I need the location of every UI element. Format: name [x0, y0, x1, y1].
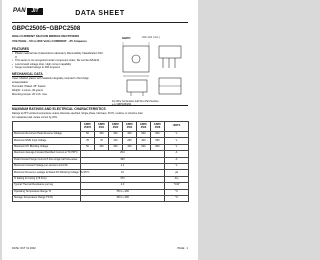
unit-cell: V [165, 144, 189, 150]
footer-page: PAGE . 1 [177, 247, 188, 250]
value-cell: -55 to +150 [81, 189, 165, 195]
value-cell: 420 [137, 138, 151, 144]
unit-cell: °C/W [165, 183, 189, 189]
value-cell: 200 [109, 144, 123, 150]
param-cell: Operating Temperature Range TJ [13, 189, 81, 195]
feature-item: • This series is UL recognized under component index, file number E54214 [12, 59, 104, 63]
value-cell: 140 [109, 138, 123, 144]
value-cell: 25.0 [81, 151, 165, 157]
param-cell: Maximum Forward Voltage per element at 12.5A [13, 163, 81, 169]
value-cell: 400 [123, 132, 137, 138]
mechanical-item: Weight: 1 ounce, 30 grams [12, 89, 43, 92]
table-header-row [13, 122, 189, 132]
part-number: GBPC25005~GBPC2508 [12, 26, 81, 32]
part-subtitle: HIGH CURRENT SILICON BRIDGE RECTIFIERS [12, 34, 80, 38]
feature-item: • Low forward voltage drop, High current capability [12, 63, 104, 67]
mechanical-heading: MECHANICAL DATA [12, 72, 43, 76]
value-cell: 200 [109, 132, 123, 138]
param-cell: Maximum Reverse Leakage at Rated DC Blocking Voltage TA=25°C [13, 170, 81, 176]
package-outline-diagram [117, 40, 189, 98]
feature-item: • Plastic material has Underwriters Laboratory Flammability Classification 94V-O [12, 52, 104, 59]
datasheet-page [2, 0, 198, 260]
unit-cell: V [165, 163, 189, 169]
value-cell: 2.0 [81, 183, 165, 189]
header-rule [12, 22, 188, 23]
param-cell: Peak Forward Surge Current 8.3ms single half sine-wave [13, 157, 81, 163]
unit-cell: µA [165, 170, 189, 176]
header-cell: GBPC 25005 [81, 122, 95, 132]
logo-text-pan: PAN [13, 8, 26, 14]
value-cell: 35 [81, 138, 95, 144]
wire-note-line: For Wire Termination Add W to Part Number [112, 100, 159, 103]
ratings-note: Ratings at 25°C ambient temperature unless otherwise specified. Single phase, half wave, 60 Hz, resistive or inductive load. [12, 112, 144, 115]
unit-cell: °C [165, 195, 189, 201]
footer-date: DATE: OCT 01 2002 [12, 247, 36, 250]
header-cell: GBPC 2501 [95, 122, 109, 132]
ratings-table [12, 121, 189, 202]
param-cell: Maximum DC Blocking Voltage [13, 144, 81, 150]
param-cell: Typical Thermal Resistance per leg [13, 183, 81, 189]
unit-cell: V [165, 138, 189, 144]
value-cell: 800 [151, 144, 165, 150]
unit-cell: °C [165, 189, 189, 195]
value-cell: 800 [151, 132, 165, 138]
value-cell: 300 [81, 157, 165, 163]
header-cell: UNITS [165, 122, 189, 132]
logo-text-jit: JIT [27, 8, 43, 15]
header-cell: GBPC 2506 [137, 122, 151, 132]
features-list [12, 52, 104, 70]
table-row [13, 195, 189, 201]
mechanical-item: Terminals: Plated .25" Faston [12, 85, 46, 88]
voltage-current-rating: VOLTAGE - 50 to 800 Volts CURRENT - 25 Amperes [12, 39, 87, 43]
feature-item: • Surge overload ratings to 300 Amperes [12, 66, 104, 70]
header-cell: GBPC 2502 [109, 122, 123, 132]
unit-cell: V [165, 132, 189, 138]
mechanical-list [12, 77, 104, 97]
unit-cell: A [165, 151, 189, 157]
param-cell: Maximum Average Forward Rectified Current at TC=55°C [13, 151, 81, 157]
value-cell: 560 [151, 138, 165, 144]
features-heading: FEATURES [12, 47, 29, 51]
document-title: DATA SHEET [75, 10, 125, 17]
value-cell: 600 [137, 144, 151, 150]
value-cell: 280 [123, 138, 137, 144]
header-cell: GBPC 2508 [151, 122, 165, 132]
package-code: GBPC [122, 36, 131, 40]
derating-note: For capacitive load, derate current by 20%. [12, 116, 58, 119]
value-cell: 600 [137, 132, 151, 138]
value-cell: 10 [81, 170, 165, 176]
value-cell: 50 [81, 132, 95, 138]
mechanical-item: Mounting torque: 20 in.lb. max. [12, 93, 48, 96]
value-cell: 400 [123, 144, 137, 150]
param-cell: Storage Temperature Range TSTG [13, 195, 81, 201]
param-cell: Maximum RMS Input Voltage [13, 138, 81, 144]
header-cell [13, 122, 81, 132]
header-cell: GBPC 2504 [123, 122, 137, 132]
dimension-units: Unit: Inch ( mm ) [142, 36, 160, 39]
mechanical-item: Case: Molded plastic with heatsink integrally mounted in the bridge encapsulation [12, 77, 89, 84]
value-cell: 373 [81, 176, 165, 182]
unit-cell: A [165, 157, 189, 163]
ratings-table-title: MAXIMUM RATINGS AND ELECTRICAL CHARACTERISTICS [12, 107, 106, 111]
value-cell: 70 [95, 138, 109, 144]
section-rule [12, 105, 188, 106]
unit-cell: A²s [165, 176, 189, 182]
param-cell: I²t Rating for fusing (t<8.3ms) [13, 176, 81, 182]
value-cell: 50 [81, 144, 95, 150]
param-cell: Maximum Recurrent Peak Reverse Voltage [13, 132, 81, 138]
value-cell: -55 to +150 [81, 195, 165, 201]
value-cell: 1.1 [81, 163, 165, 169]
value-cell: 100 [95, 132, 109, 138]
value-cell: 100 [95, 144, 109, 150]
